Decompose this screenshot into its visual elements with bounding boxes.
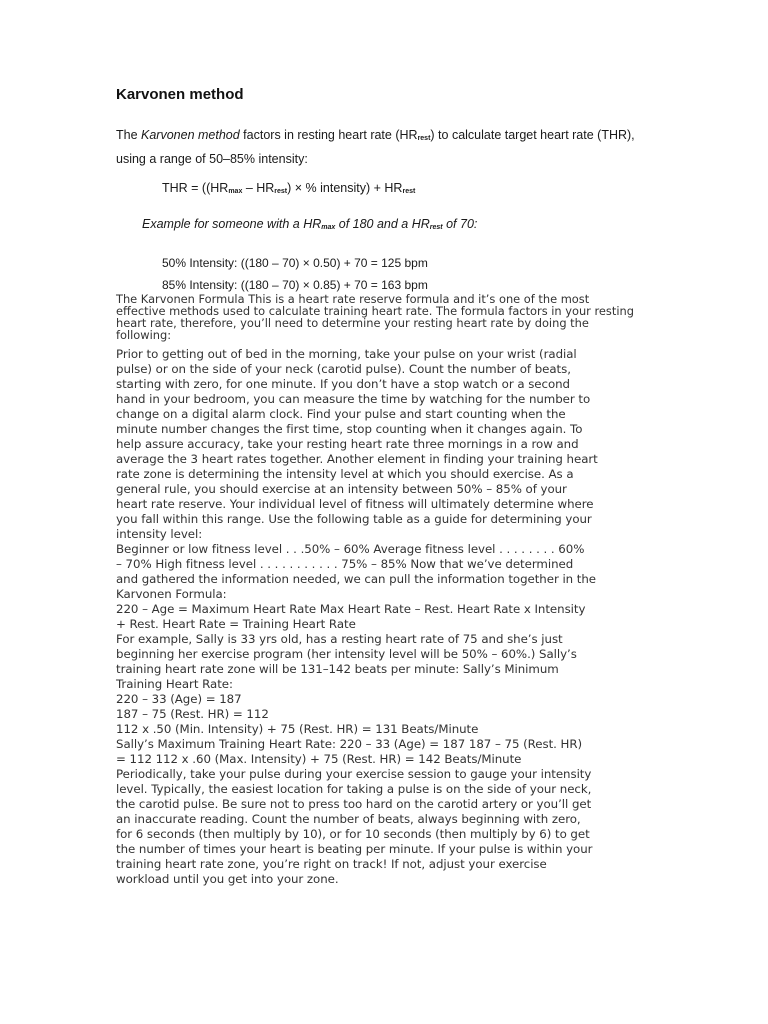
calc-85-percent: 85% Intensity: ((180 – 70) × 0.85) + 70 = 163 bpm bbox=[162, 278, 428, 292]
example-intro bbox=[142, 217, 477, 231]
intro-text-4: ) to calculate target heart rate (THR), bbox=[430, 128, 635, 142]
thr-formula bbox=[162, 181, 415, 195]
intro-method-name: Karvonen method bbox=[141, 128, 240, 142]
formula-max-subscript: max bbox=[228, 188, 243, 195]
formula-part-c: ) × % intensity) + HR bbox=[287, 181, 403, 195]
intro-rest-subscript: rest bbox=[417, 135, 431, 142]
calc-50-percent: 50% Intensity: ((180 – 70) × 0.50) + 70 = 125 bpm bbox=[162, 256, 428, 270]
intro-text-3: factors in resting heart rate (HR bbox=[239, 128, 418, 142]
example-rest-subscript: rest bbox=[429, 224, 443, 231]
formula-rest-subscript: rest bbox=[274, 188, 288, 195]
formula-part-a: THR = ((HR bbox=[162, 181, 229, 195]
intro-text-1: The bbox=[116, 128, 142, 142]
formula-rest-subscript-2: rest bbox=[402, 188, 416, 195]
example-part-c: of 70: bbox=[442, 217, 478, 231]
intro-paragraph bbox=[116, 125, 676, 169]
example-part-b: of 180 and a HR bbox=[335, 217, 430, 231]
resting-heart-rate-paragraph: Prior to getting out of bed in the morning, take your pulse on your wrist (radial pulse) or on the side of your neck (carotid pulse). Count the number of beats, starting with zero, for one minute. If you don’t have a stop watch or a second hand in your bedroom, you can measure the time by watching for the number to change on a digital alarm clock. Find your pulse and start counting when the minute number changes the first time, stop counting when it changes again. To help assure accuracy, take your resting heart rate three mornings in a row and average the 3 heart rates together. Another element in finding your training heart rate zone is determining the intensity level at which you should exercise. As a general rule, you should exercise at an intensity between 50% – 85% of your heart rate reserve. Your individual level of fitness will ultimately determine where you fall within this range. Use the following table as a guide for determining your intensity level: Beginner or low fitness level . . .50% – 60% Average fitness level . . . . . . . . 60% – 70% High fitness level . . . . . . . . . . . 75% – 85% Now that we’ve determined and gathered the information needed, we can pull the information together in the Karvonen Formula: 220 – Age = Maximum Heart Rate Max Heart Rate – Rest. Heart Rate x Intensity + Rest. Heart Rate = Training Heart Rate For example, Sally is 33 yrs old, has a resting heart rate of 75 and she’s just beginning her exercise program (her intensity level will be 50% – 60%.) Sally’s training heart rate zone will be 131–142 beats per minute: Sally’s Minimum Training Heart Rate: 220 – 33 (Age) = 187 187 – 75 (Rest. HR) = 112 112 x .50 (Min. Intensity) + 75 (Rest. HR) = 131 Beats/Minute Sally’s Maximum Training Heart Rate: 220 – 33 (Age) = 187 187 – 75 (Rest. HR) = 112 112 x .60 (Max. Intensity) + 75 (Rest. HR) = 142 Beats/Minute Periodically, take your pulse during your exercise session to gauge your intensity level. Typically, the easiest location for taking a pulse is on the side of your neck, the carotid pulse. Be sure not to press too hard on the carotid artery or you’ll get an inaccurate reading. Count the number of beats, always beginning with zero, for 6 seconds (then multiply by 10), or for 10 seconds (then multiply by 6) to get the number of times your heart is beating per minute. If your pulse is within your training heart rate zone, you’re right on track! If not, adjust your exercise workload until you get into your zone. bbox=[116, 347, 598, 886]
example-max-subscript: max bbox=[321, 224, 336, 231]
formula-part-b: – HR bbox=[242, 181, 275, 195]
example-part-a: Example for someone with a HR bbox=[142, 217, 322, 231]
intro-line-2: using a range of 50–85% intensity: bbox=[116, 152, 308, 166]
page-title: Karvonen method bbox=[116, 86, 244, 103]
karvonen-formula-paragraph: The Karvonen Formula This is a heart rate reserve formula and it’s one of the most effective methods used to calculate training heart rate. The formula factors in your resting heart rate, therefore, you’ll need to determine your resting heart rate by doing the following: bbox=[116, 292, 634, 342]
